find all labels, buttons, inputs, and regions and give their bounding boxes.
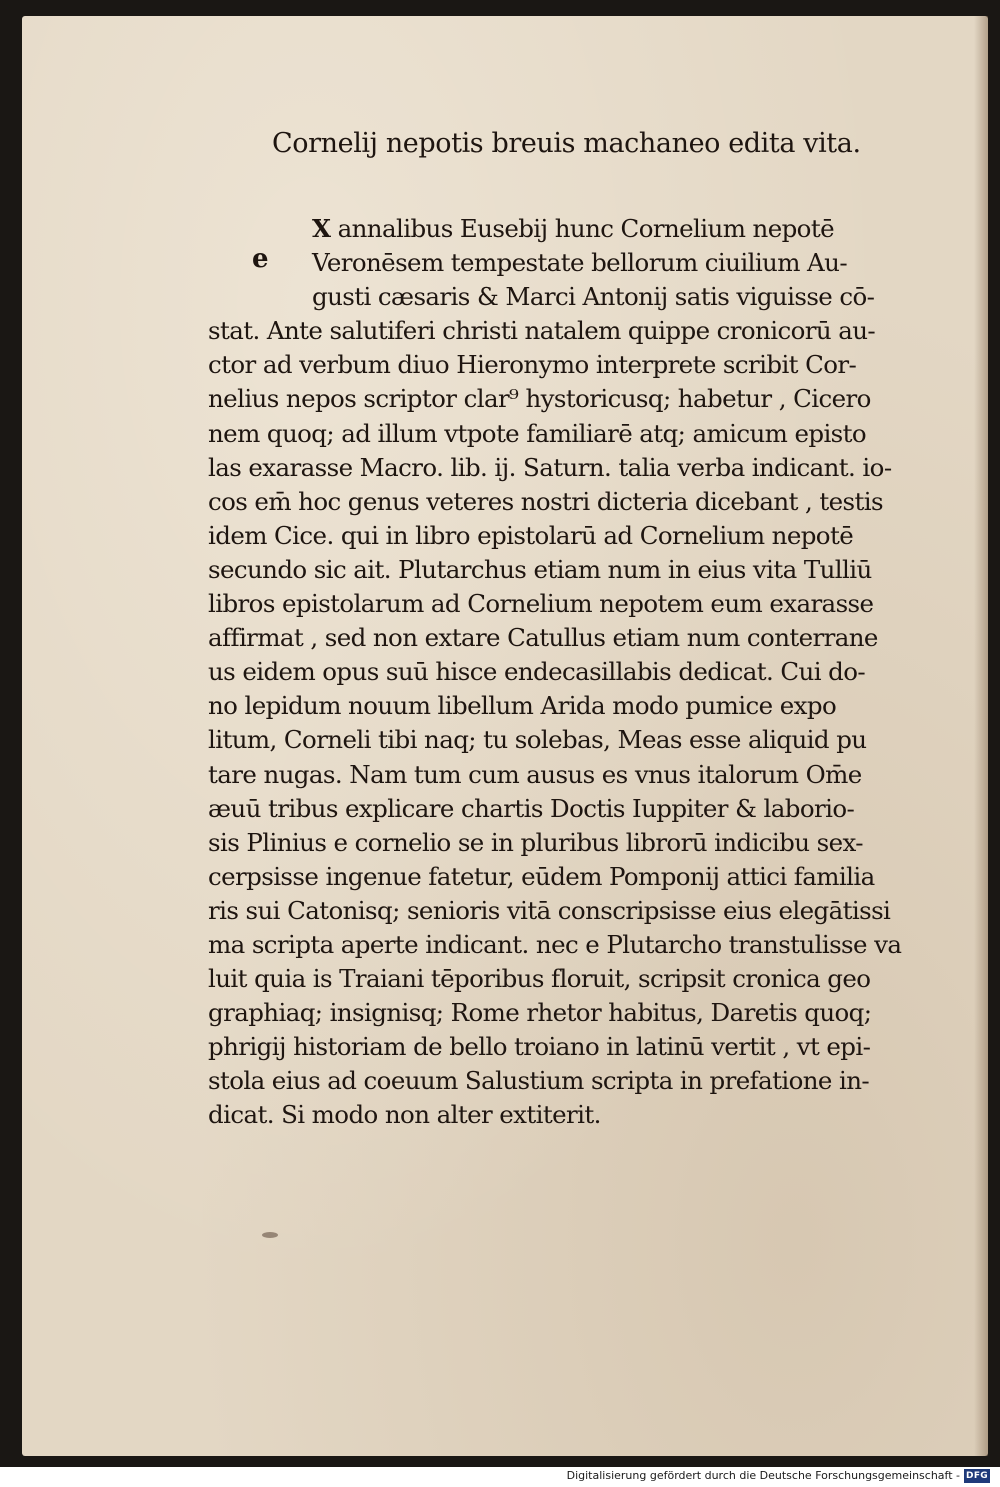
text-line: idem Cice. qui in libro epistolarū ad Cornelium nepotē (208, 520, 854, 550)
text-line: æuū tribus explicare chartis Doctis Iuppiter & laborio- (208, 793, 855, 823)
text-line: litum, Corneli tibi naq; tu solebas, Meas esse aliquid pu (208, 725, 867, 755)
initial-capital: X (312, 214, 331, 243)
digitization-credit: Digitalisierung gefördert durch die Deutsche Forschungsgemeinschaft - (566, 1469, 960, 1482)
text-line: dicat. Si modo non alter extiterit. (208, 1100, 601, 1130)
marginal-guide-letter: e (252, 244, 269, 274)
text-line: ris sui Catonisq; senioris vitā conscripsisse eius elegātissi (208, 895, 891, 925)
text-line: nelius nepos scriptor clar⁹ hystoricusq; habetur , Cicero (208, 384, 871, 414)
text-line: ctor ad verbum diuo Hieronymo interprete scribit Cor- (208, 350, 857, 380)
dfg-logo: DFG (964, 1469, 990, 1483)
text-line: phrigij historiam de bello troiano in latinū vertit , vt epi- (208, 1032, 871, 1062)
text-line: us eidem opus suū hisce endecasillabis dedicat. Cui do- (208, 657, 866, 687)
text-line: ma scripta aperte indicant. nec e Plutarcho transtulisse va (208, 929, 902, 959)
text-line: affirmat , sed non extare Catullus etiam num conterrane (208, 623, 878, 653)
text-line: stola eius ad coeuum Salustium scripta in prefatione in- (208, 1066, 870, 1096)
text-line: las exarasse Macro. lib. ij. Saturn. talia verba indicant. io- (208, 452, 892, 482)
text-line: Veronēsem tempestate bellorum ciuilium Au- (312, 248, 847, 278)
text-line: nem quoq; ad illum vtpote familiarē atq; amicum episto (208, 418, 867, 448)
paper-blemish (262, 1232, 278, 1238)
body-text (208, 212, 920, 1133)
text-line: libros epistolarum ad Cornelium nepotem eum exarasse (208, 589, 874, 619)
text-line: X annalibus Eusebij hunc Cornelium nepotē (312, 214, 834, 243)
text-line: luit quia is Traiani tēporibus floruit, scripsit cronica geo (208, 964, 871, 994)
page-heading: Cornelij nepotis breuis machaneo edita vita. (272, 128, 861, 159)
text-line: secundo sic ait. Plutarchus etiam num in eius vita Tulliū (208, 554, 872, 584)
text-line: stat. Ante salutiferi christi natalem quippe cronicorū au- (208, 316, 876, 346)
text-line: sis Plinius e cornelio se in pluribus librorū indicibu sex- (208, 827, 863, 857)
text-line: graphiaq; insignisq; Rome rhetor habitus, Daretis quoq; (208, 998, 872, 1028)
text-line: no lepidum nouum libellum Arida modo pumice expo (208, 691, 837, 721)
text-line: gusti cæsaris & Marci Antonij satis viguisse cō- (312, 282, 875, 312)
page-gutter-shadow (974, 16, 988, 1456)
text-line: cerpsisse ingenue fatetur, eūdem Pomponij attici familia (208, 861, 875, 891)
text-line: cos em̄ hoc genus veteres nostri dicteria dicebant , testis (208, 486, 883, 516)
text-line: tare nugas. Nam tum cum ausus es vnus italorum Om̄e (208, 759, 862, 789)
